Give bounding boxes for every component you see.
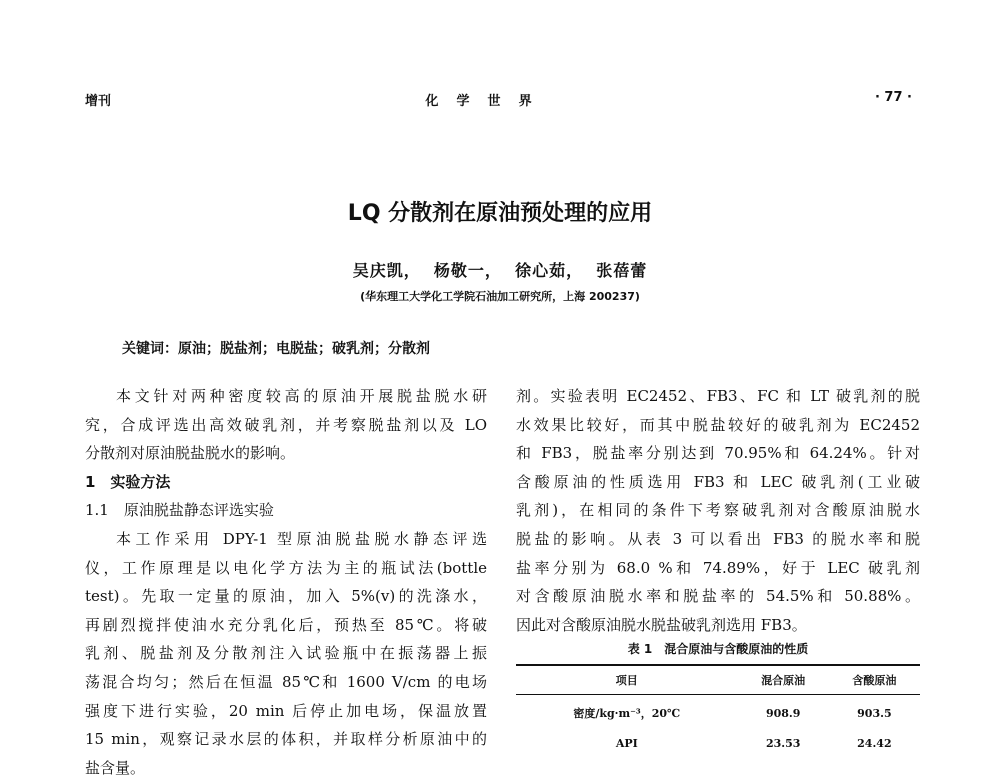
paragraph-line: 盐含量。 xyxy=(85,758,146,777)
properties-table xyxy=(516,664,920,756)
paragraph-line: 分散剂对原油脱盐脱水的影响。 xyxy=(85,444,296,463)
paragraph-line: 再剧烈搅拌使油水充分乳化后，预热至 85℃。将破 xyxy=(85,615,487,634)
paragraph-line: 强度下进行实验，20 min 后停止加电场，保温放置 xyxy=(85,701,487,720)
paragraph-line: 仪，工作原理是以电化学方法为主的瓶试法(bottle xyxy=(85,558,487,577)
authors: 吴庆凯， 杨敬一， 徐心茹， 张蓓蕾 xyxy=(352,261,648,280)
paragraph-line: 本工作采用 DPY-1 型原油脱盐脱水静态评选 xyxy=(116,529,487,548)
paragraph-line: 剂。实验表明 EC2452、FB3、FC 和 LT 破乳剂的脱 xyxy=(516,387,920,405)
subsection-heading: 1.1 原油脱盐静态评选实验 xyxy=(85,501,274,520)
column-header: 混合原油 xyxy=(761,674,806,687)
paper-title: LQ 分散剂在原油预处理的应用 xyxy=(347,201,653,226)
right-column xyxy=(516,382,920,639)
table-cell: 908.9 xyxy=(765,706,801,720)
left-column xyxy=(85,382,487,782)
paragraph-line: 水效果比较好，而其中脱盐较好的破乳剂为 EC2452 xyxy=(516,415,920,434)
paragraph-line: 对含酸原油脱水率和脱盐率的 54.5%和 50.88%。 xyxy=(516,587,920,606)
running-header-left: 增刊 xyxy=(85,94,112,109)
column-header: 含酸原油 xyxy=(852,674,897,687)
affiliation: (华东理工大学化工学院石油加工研究所，上海 200237) xyxy=(360,290,640,303)
table-cell: 密度/kg·m⁻³，20℃ xyxy=(573,707,681,720)
table-cell: 903.5 xyxy=(857,706,892,720)
paragraph-line: test)。先取一定量的原油，加入 5%(v)的洗涤水， xyxy=(85,587,487,606)
table-cell: 23.53 xyxy=(765,737,801,750)
paragraph-line: 乳剂、脱盐剂及分散剂注入试验瓶中在振荡器上振 xyxy=(85,644,487,663)
table-row xyxy=(516,695,920,728)
paragraph-line: 乳剂)，在相同的条件下考察破乳剂对含酸原油脱水 xyxy=(516,501,920,520)
paragraph-line: 和 FB3，脱盐率分别达到 70.95%和 64.24%。针对 xyxy=(516,444,920,463)
page-number: · 77 · xyxy=(874,90,912,105)
table-cell: 24.42 xyxy=(857,737,892,750)
column-header: 项目 xyxy=(615,674,638,687)
table-cell: API xyxy=(615,737,638,750)
table-header-row xyxy=(516,665,920,695)
paragraph-line: 含酸原油的性质选用 FB3 和 LEC 破乳剂(工业破 xyxy=(516,472,920,491)
paragraph-line: 本文针对两种密度较高的原油开展脱盐脱水研 xyxy=(116,387,487,405)
journal-name: 化 学 世 界 xyxy=(425,94,535,109)
paragraph-line: 究，合成评选出高效破乳剂，并考察脱盐剂以及 LO xyxy=(85,415,487,434)
table-caption: 表 1 混合原油与含酸原油的性质 xyxy=(627,642,809,656)
paragraph-line: 15 min，观察记录水层的体积，并取样分析原油中的 xyxy=(85,730,487,749)
section-heading: 1 实验方法 xyxy=(85,472,171,491)
paragraph-line: 盐率分别为 68.0 %和 74.89%，好于 LEC 破乳剂 xyxy=(516,558,920,577)
table-row xyxy=(516,727,920,756)
paragraph-line: 荡混合均匀；然后在恒温 85℃和 1600 V/cm 的电场 xyxy=(85,672,487,691)
keywords: 关键词：原油；脱盐剂；电脱盐；破乳剂；分散剂 xyxy=(122,341,430,357)
paragraph-line: 脱盐的影响。从表 3 可以看出 FB3 的脱水率和脱 xyxy=(516,529,920,548)
paragraph-line: 因此对含酸原油脱水脱盐破乳剂选用 FB3。 xyxy=(516,615,807,634)
